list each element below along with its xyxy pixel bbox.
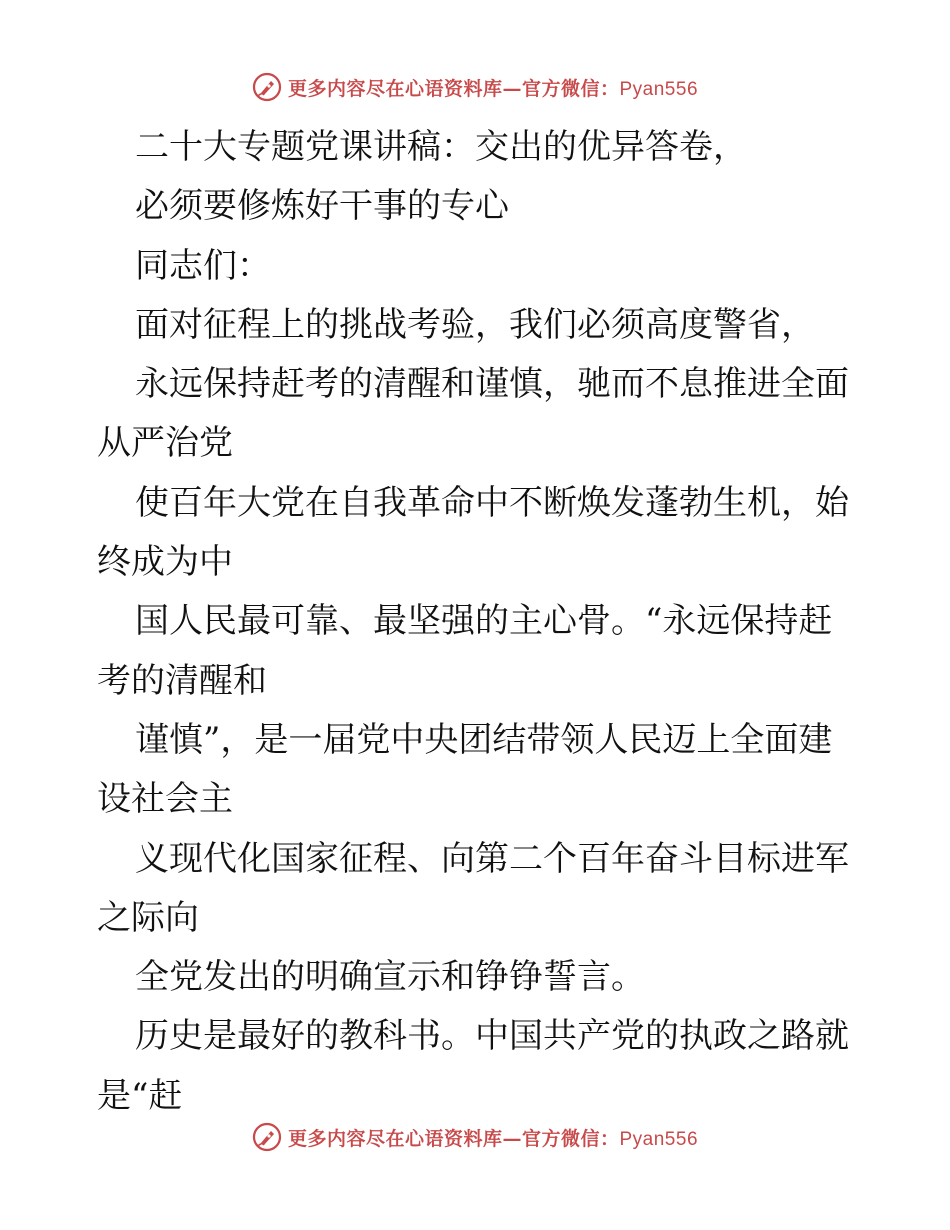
paragraph-line: 之际向 (97, 897, 199, 938)
paragraph-line: 义现代化国家征程、向第二个百年奋斗目标进军 (135, 838, 849, 879)
paragraph-line: 谨慎”，是一届党中央团结带领人民迈上全面建 (135, 719, 833, 760)
paragraph-line: 设社会主 (97, 779, 233, 820)
document-body (97, 118, 857, 1126)
paragraph-line: 面对征程上的挑战考验，我们必须高度警省， (135, 304, 815, 345)
paragraph-line: 使百年大党在自我革命中不断焕发蓬勃生机，始 (135, 482, 849, 523)
paragraph-line: 国人民最可靠、最坚强的主心骨。“永远保持赶 (135, 601, 833, 642)
watermark-group (252, 72, 698, 102)
paragraph-line: 从严治党 (97, 423, 233, 464)
watermark-group (252, 1122, 698, 1152)
paragraph-line: 考的清醒和 (97, 660, 267, 701)
paragraph-line: 全党发出的明确宣示和铮铮誓言。 (135, 957, 645, 998)
title-line-2: 必须要修炼好干事的专心 (135, 186, 509, 227)
paragraph-line: 永远保持赶考的清醒和谨慎，驰而不息推进全面 (135, 364, 849, 405)
header-watermark (0, 72, 950, 102)
watermark-text: 更多内容尽在心语资料库—官方微信：Pyan556 (287, 77, 699, 100)
paragraph-line: 终成为中 (97, 542, 233, 583)
wechat-id: Pyan556 (619, 78, 699, 100)
pen-nib-logo-icon (252, 72, 282, 102)
paragraph-line: 是“赶 (97, 1075, 183, 1116)
watermark-text: 更多内容尽在心语资料库—官方微信：Pyan556 (287, 1127, 699, 1150)
salutation: 同志们： (135, 245, 271, 286)
paragraph-line: 历史是最好的教科书。中国共产党的执政之路就 (135, 1016, 849, 1057)
footer-watermark (0, 1122, 950, 1152)
pen-nib-logo-icon (252, 1122, 282, 1152)
title-line-1: 二十大专题党课讲稿：交出的优异答卷， (135, 127, 747, 167)
wechat-id: Pyan556 (619, 1128, 699, 1150)
